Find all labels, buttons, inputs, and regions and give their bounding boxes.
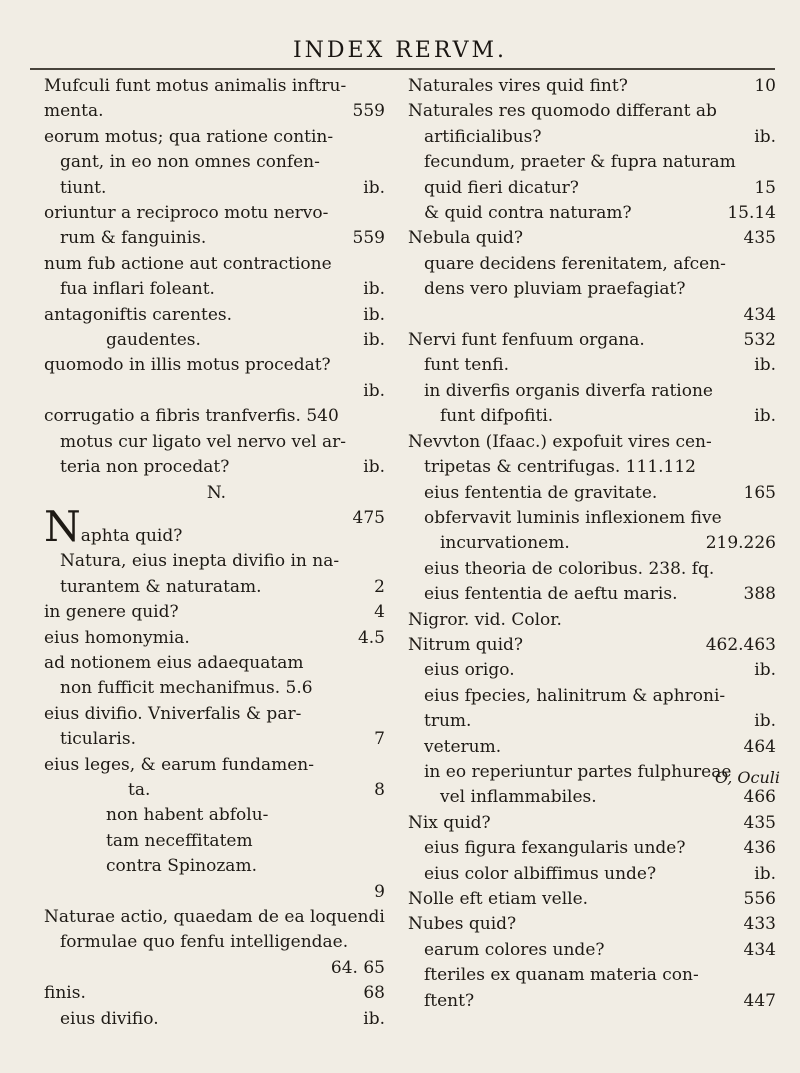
index-entry (408, 989, 780, 1014)
entry-text: trum. (424, 711, 472, 732)
index-entry (44, 430, 389, 455)
entry-page-ref: 464 (743, 736, 776, 757)
index-entry (44, 702, 389, 727)
entry-text: eius origo. (424, 660, 515, 681)
entry-text: motus cur ligato vel nervo vel ar- (60, 431, 347, 452)
index-entry (408, 658, 780, 683)
entry-page-ref: 15 (754, 177, 776, 198)
entry-text: quid fieri dicatur? (424, 177, 579, 198)
index-entry (44, 74, 389, 99)
index-entry (408, 709, 780, 734)
index-entry (44, 252, 389, 277)
entry-text: Naturae actio, quaedam de ea loquendi (44, 907, 385, 927)
entry-text: Nigror. vid. Color. (408, 609, 562, 630)
entry-text: obfervavit luminis inflexionem five (424, 507, 722, 528)
index-entry (44, 303, 389, 328)
index-entry (408, 201, 780, 226)
index-entry (408, 328, 780, 353)
entry-text: funt difpofiti. (440, 406, 554, 427)
entry-text: contra Spinozam. (106, 856, 257, 877)
entry-text: veterum. (424, 736, 502, 757)
entry-text: in genere quid? (44, 602, 179, 623)
entry-text: non fufficit mechanifmus. 5.6 (60, 678, 313, 699)
entry-text: quomodo in illis motus procedat? (44, 355, 331, 376)
index-entry (44, 328, 389, 353)
index-entry (408, 582, 780, 607)
index-entry (44, 201, 389, 226)
entry-page-ref: ib. (754, 863, 776, 884)
index-entry (408, 912, 780, 937)
index-entry (408, 735, 780, 760)
index-entry (44, 651, 389, 676)
entry-page-ref: ib. (754, 660, 776, 681)
index-entry (44, 125, 389, 150)
entry-page-ref: 4.5 (357, 627, 385, 648)
entry-text: eius fpecies, halinitrum & aphroni- (424, 685, 726, 706)
index-entry (44, 353, 389, 378)
entry-text: in eo reperiuntur partes fulphureae (424, 761, 732, 782)
entry-text: funt tenfi. (424, 355, 510, 376)
entry-text: artificialibus? (424, 126, 542, 147)
entry-text: fua inflari foleant. (60, 279, 215, 300)
index-entry (408, 506, 780, 531)
entry-text: Nubes quid? (408, 914, 517, 935)
index-entry (408, 252, 780, 277)
index-entry (408, 633, 780, 658)
index-entry (44, 277, 389, 302)
entry-page-ref: 556 (743, 889, 776, 909)
entry-page-ref: 447 (743, 990, 776, 1011)
entry-text: eius homonymia. (44, 627, 190, 648)
entry-page-ref: ib. (363, 279, 385, 300)
entry-page-ref: ib. (754, 126, 776, 147)
entry-text: ticularis. (60, 729, 137, 750)
index-entry (44, 626, 389, 651)
entry-page-ref: 435 (743, 812, 776, 833)
index-entry (408, 684, 780, 709)
entry-text: ta. (128, 779, 151, 800)
index-entry (408, 74, 780, 99)
entry-text: eius figura fexangularis unde? (424, 838, 686, 859)
entry-page-ref: 68 (363, 983, 385, 1004)
index-entry (408, 176, 780, 201)
entry-page-ref: 15.14 (727, 203, 776, 224)
entry-page-ref: 2 (374, 576, 385, 597)
index-entry (44, 829, 389, 854)
index-entry (408, 481, 780, 506)
entry-page-ref: 532 (743, 330, 776, 351)
entry-page-ref: ib. (363, 380, 385, 401)
index-entry (44, 99, 389, 124)
index-entry (408, 404, 780, 429)
entry-text: earum colores unde? (424, 939, 605, 960)
index-entry (44, 981, 389, 1006)
index-entry (44, 880, 389, 905)
entry-text: incurvationem. (440, 533, 570, 554)
index-entry (408, 862, 780, 887)
index-entry (44, 150, 389, 175)
entry-text: finis. (44, 983, 86, 1004)
catchword: O, Oculi (715, 768, 780, 787)
entry-text: ftent? (424, 990, 475, 1011)
entry-page-ref: ib. (754, 406, 776, 427)
index-entry (408, 811, 780, 836)
entry-page-ref: ib. (754, 711, 776, 732)
index-entry (44, 753, 389, 778)
entry-page-ref: 435 (743, 228, 776, 249)
left-column (44, 74, 389, 1032)
index-entry (44, 575, 389, 600)
entry-text: turantem & naturatam. (60, 576, 262, 597)
page-header: INDEX RERVM. (292, 38, 508, 63)
index-entry (408, 303, 780, 328)
entry-text: Nitrum quid? (408, 634, 524, 655)
entry-page-ref: ib. (363, 457, 385, 478)
entry-text: quare decidens ferenitatem, afcen- (424, 253, 726, 274)
entry-page-ref: 466 (743, 787, 776, 808)
index-entry (408, 557, 780, 582)
entry-text: Mufculi funt motus animalis inftru- (44, 76, 347, 96)
entry-page-ref: ib. (754, 355, 776, 376)
entry-text: gant, in eo non omnes confen- (60, 152, 320, 173)
entry-page-ref: ib. (363, 1008, 385, 1029)
index-entry (44, 549, 389, 574)
index-entry (408, 455, 780, 480)
entry-page-ref: 219.226 (705, 533, 776, 554)
index-entry (408, 125, 780, 150)
entry-text: num fub actione aut contractione (44, 253, 332, 274)
entry-page-ref: 559 (352, 228, 385, 249)
index-entry (408, 226, 780, 251)
entry-text: antagoniftis carentes. (44, 304, 233, 325)
index-entry (44, 379, 389, 404)
entry-text: corrugatio a fibris tranfverfis. 540 (44, 406, 339, 427)
entry-text: Nolle eft etiam velle. (408, 889, 589, 909)
entry-page-ref: 10 (754, 76, 776, 96)
index-entry (44, 727, 389, 752)
index-entry (44, 226, 389, 251)
entry-text: teria non procedat? (60, 457, 230, 478)
entry-text: eius leges, & earum fundamen- (44, 754, 314, 775)
index-entry (408, 836, 780, 861)
entry-text: Nix quid? (408, 812, 491, 833)
entry-text: tam neceffitatem (106, 830, 253, 851)
entry-page-ref: 9 (374, 881, 385, 902)
entry-text: eorum motus; qua ratione contin- (44, 126, 334, 147)
entry-text: eius fententia de aeftu maris. (424, 584, 678, 605)
index-entry (44, 854, 389, 879)
index-entry (44, 956, 389, 981)
index-entry (44, 676, 389, 701)
entry-text: Naturales vires quid fint? (408, 76, 628, 96)
entry-text: Natura, eius inepta divifio in na- (60, 551, 340, 572)
index-entry (44, 803, 389, 828)
entry-page-ref: 165 (743, 482, 776, 503)
entry-page-ref: 559 (352, 101, 385, 122)
entry-text: tripetas & centrifugas. 111.112 (424, 457, 696, 478)
index-entry (44, 905, 389, 930)
right-column (408, 74, 780, 1014)
entry-page-ref: 7 (374, 729, 385, 750)
entry-text: eius divifio. (60, 1008, 159, 1029)
index-entry (408, 608, 780, 633)
entry-page-ref: 388 (743, 584, 776, 605)
index-entry (408, 99, 780, 124)
entry-text: Nevvton (Ifaac.) expofuit vires cen- (408, 431, 712, 452)
entry-text: Nebula quid? (408, 228, 524, 249)
index-entry (408, 531, 780, 556)
entry-text: dens vero pluviam praefagiat? (424, 279, 686, 300)
entry-text: gaudentes. (106, 330, 201, 351)
entry-text: eius color albiffimus unde? (424, 863, 657, 884)
index-entry (408, 353, 780, 378)
index-entry (408, 150, 780, 175)
entry-text: non habent abfolu- (106, 805, 269, 826)
index-entry (408, 277, 780, 302)
entry-text: Naturales res quomodo differant ab (408, 101, 717, 122)
entry-text: menta. (44, 101, 104, 122)
index-entry (44, 600, 389, 625)
entry-page-ref: ib. (363, 330, 385, 351)
entry-text: oriuntur a reciproco motu nervo- (44, 203, 329, 224)
entry-page-ref: 434 (743, 304, 776, 325)
entry-page-ref: 434 (743, 939, 776, 960)
entry-text: Naphta quid? (44, 505, 183, 550)
entry-text: rum & fanguinis. (60, 228, 207, 249)
entry-page-ref: 475 (352, 507, 385, 528)
entry-page-ref: ib. (363, 304, 385, 325)
index-entry (44, 404, 389, 429)
entry-text: tiunt. (60, 177, 107, 198)
entry-text: eius fententia de gravitate. (424, 482, 658, 503)
entry-text: ad notionem eius adaequatam (44, 652, 304, 673)
index-entry (44, 481, 389, 506)
index-entry (44, 1007, 389, 1032)
entry-text: vel inflammabiles. (440, 787, 597, 808)
entry-text: & quid contra naturam? (424, 203, 632, 224)
index-entry (408, 379, 780, 404)
entry-page-ref: 462.463 (705, 634, 776, 655)
index-entry (44, 778, 389, 803)
entry-page-ref: 433 (743, 914, 776, 935)
index-entry (44, 930, 389, 955)
entry-text: eius theoria de coloribus. 238. fq. (424, 558, 715, 579)
entry-page-ref: 436 (743, 838, 776, 859)
entry-text: fteriles ex quanam materia con- (424, 965, 699, 986)
index-entry (408, 887, 780, 912)
entry-text: fecundum, praeter & fupra naturam (424, 152, 736, 173)
index-entry (44, 455, 389, 480)
entry-text: in diverfis organis diverfa ratione (424, 380, 713, 401)
entry-page-ref: 4 (374, 602, 385, 623)
index-entry (44, 176, 389, 201)
index-entry (408, 785, 780, 810)
header-rule (30, 68, 775, 70)
entry-page-ref: ib. (363, 177, 385, 198)
index-entry (44, 506, 389, 549)
entry-text: eius divifio. Vniverfalis & par- (44, 703, 302, 724)
index-entry (408, 430, 780, 455)
entry-page-ref: 64. 65 (330, 957, 385, 978)
index-entry (408, 938, 780, 963)
entry-page-ref: 8 (374, 779, 385, 800)
entry-text: Nervi funt fenfuum organa. (408, 330, 645, 351)
entry-text: formulae quo fenfu intelligendae. (60, 932, 349, 953)
entry-text: N. (206, 482, 227, 503)
index-entry (408, 963, 780, 988)
